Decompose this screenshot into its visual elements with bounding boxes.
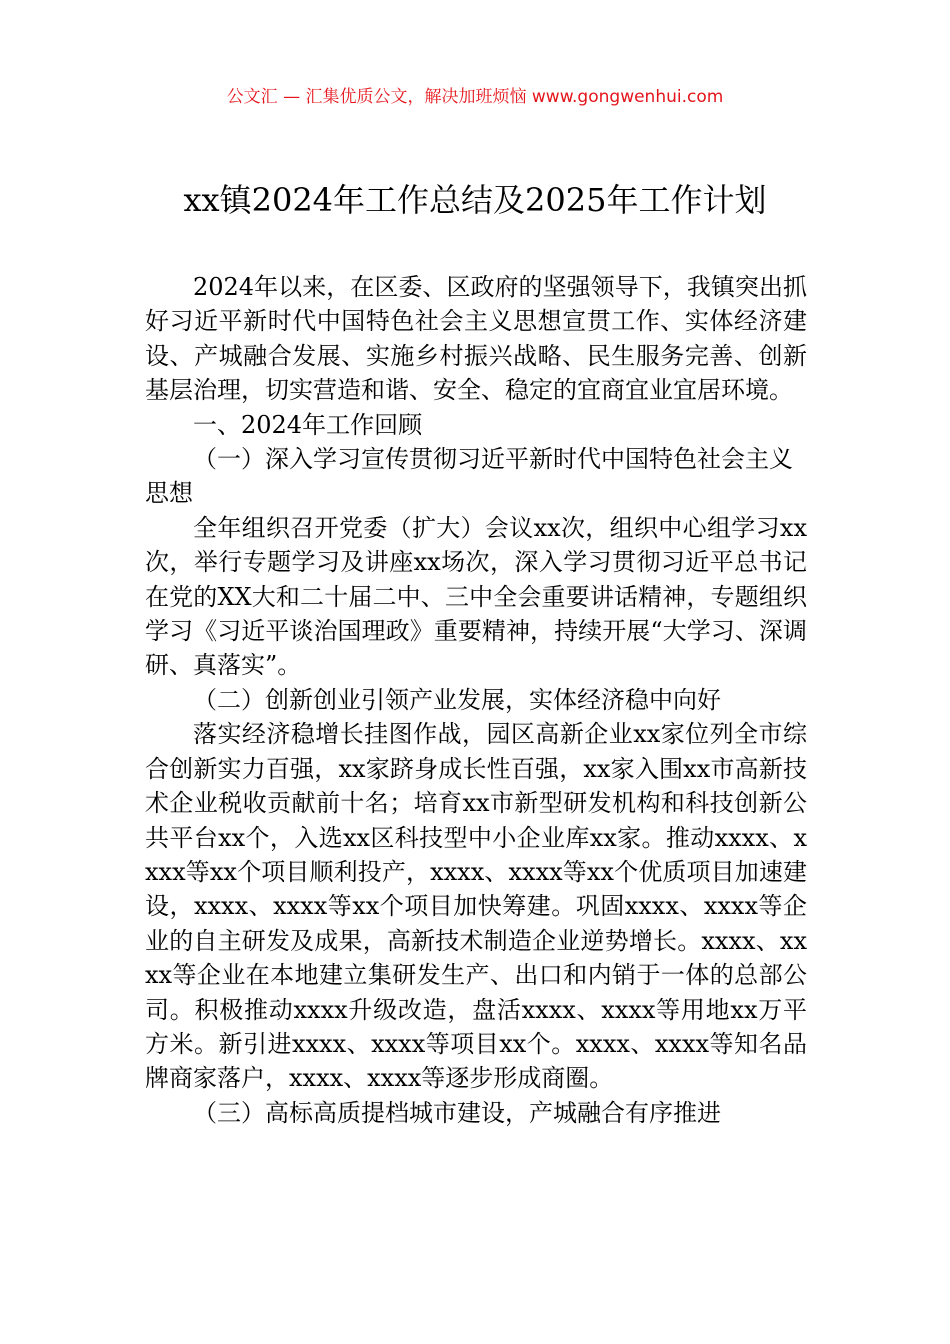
subsection-heading-2: （二）创新创业引领产业发展，实体经济稳中向好 [193, 685, 721, 714]
header-banner-link[interactable]: 公文汇 — 汇集优质公文，解决加班烦恼 www.gongwenhui.com [226, 87, 724, 107]
subsection-paragraph-1: 全年组织召开党委（扩大）会议xx次，组织中心组学习xx次，举行专题学习及讲座xx场次，深入学习贯彻习近平总书记在党的XX大和二十届二中、三中全会重要讲话精神，专题组织学习《习近平谈治国理政》重要精神，持续开展“大学习、深调研、真落实”。 [145, 513, 807, 680]
subsection-paragraph-2: 落实经济稳增长挂图作战，园区高新企业xx家位列全市综合创新实力百强，xx家跻身成长性百强，xx家入围xx市高新技术企业税收贡献前十名；培育xx市新型研发机构和科技创新公共平台xx个，入选xx区科技型中小企业库xx家。推动xxxx、xxxx等xx个项目顺利投产，xxxx、xxxx等xx个优质项目加速建设，xxxx、xxxx等xx个项目加快筹建。巩固xxxx、xxxx等企业的自主研发及成果，高新技术制造企业逆势增长。xxxx、xxxx等企业在本地建立集研发生产、出口和内销于一体的总部公司。积极推动xxxx升级改造，盘活xxxx、xxxx等用地xx万平方米。新引进xxxx、xxxx等项目xx个。xxxx、xxxx等知名品牌商家落户，xxxx、xxxx等逐步形成商圈。 [145, 720, 807, 1093]
intro-paragraph: 2024年以来，在区委、区政府的坚强领导下，我镇突出抓好习近平新时代中国特色社会主义思想宣贯工作、实体经济建设、产城融合发展、实施乡村振兴战略、民生服务完善、创新基层治理，切实营造和谐、安全、稳定的宜商宜业宜居环境。 [145, 273, 807, 405]
subsection-heading-1: （一）深入学习宣传贯彻习近平新时代中国特色社会主义思想 [145, 445, 793, 508]
subsection-heading-3: （三）高标高质提档城市建设，产城融合有序推进 [193, 1098, 721, 1127]
section-heading-review: 一、2024年工作回顾 [193, 410, 423, 439]
document-title: xx镇2024年工作总结及2025年工作计划 [183, 181, 767, 219]
document-body [145, 270, 807, 1130]
